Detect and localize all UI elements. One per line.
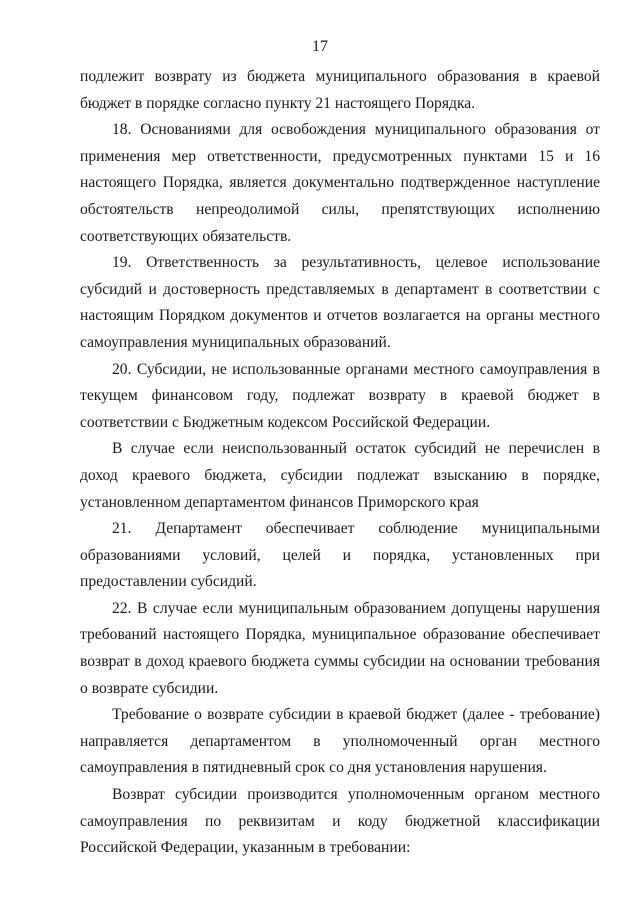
paragraph-21: 21. Департамент обеспечивает соблюдение муниципальными образованиями условий, целей и порядка, установленных при предоставлении субсидий. [80,520,600,591]
paragraph-19: 19. Ответственность за результативность, целевое использование субсидий и достоверность представляемых в департамент в соответствии с настоящим Порядком документов и отчетов возлагается на органы местного самоуправления муниципальных образований. [80,254,600,351]
document-body [80,64,600,862]
paragraph-22-refund: Возврат субсидии производится уполномоченным органом местного самоуправления по реквизитам и коду бюджетной классификации Российской Федерации, указанным в требовании: [80,786,600,857]
paragraph-continuation: подлежит возврату из бюджета муниципального образования в краевой бюджет в порядке согласно пункту 21 настоящего Порядка. [80,68,600,112]
paragraph-22: 22. В случае если муниципальным образованием допущены нарушения требований настоящего Порядка, муниципальное образование обеспечивает возврат в доход краевого бюджета суммы субсидии на основании требования о возврате субсидии. [80,599,600,697]
paragraph-20: 20. Субсидии, не использованные органами местного самоуправления в текущем финансовом году, подлежат возврату в краевой бюджет в соответствии с Бюджетным кодексом Российской Федерации. [80,360,600,431]
paragraph-22-requirement: Требование о возврате субсидии в краевой бюджет (далее - требование) направляется департаментом в уполномоченный орган местного самоуправления в пятидневный срок со дня установления нарушения. [80,706,600,777]
paragraph-20-clause: В случае если неиспользованный остаток субсидий не перечислен в доход краевого бюджета, субсидии подлежат взысканию в порядке, установленном департаментом финансов Приморского края [80,440,600,511]
page-number: 17 [312,38,328,55]
paragraph-18: 18. Основаниями для освобождения муниципального образования от применения мер ответственности, предусмотренных пунктами 15 и 16 настоящего Порядка, является документально подтвержденное наступление обстоятельств непреодолимой силы, препятствующих исполнению соответствующих обязательств. [80,121,600,245]
